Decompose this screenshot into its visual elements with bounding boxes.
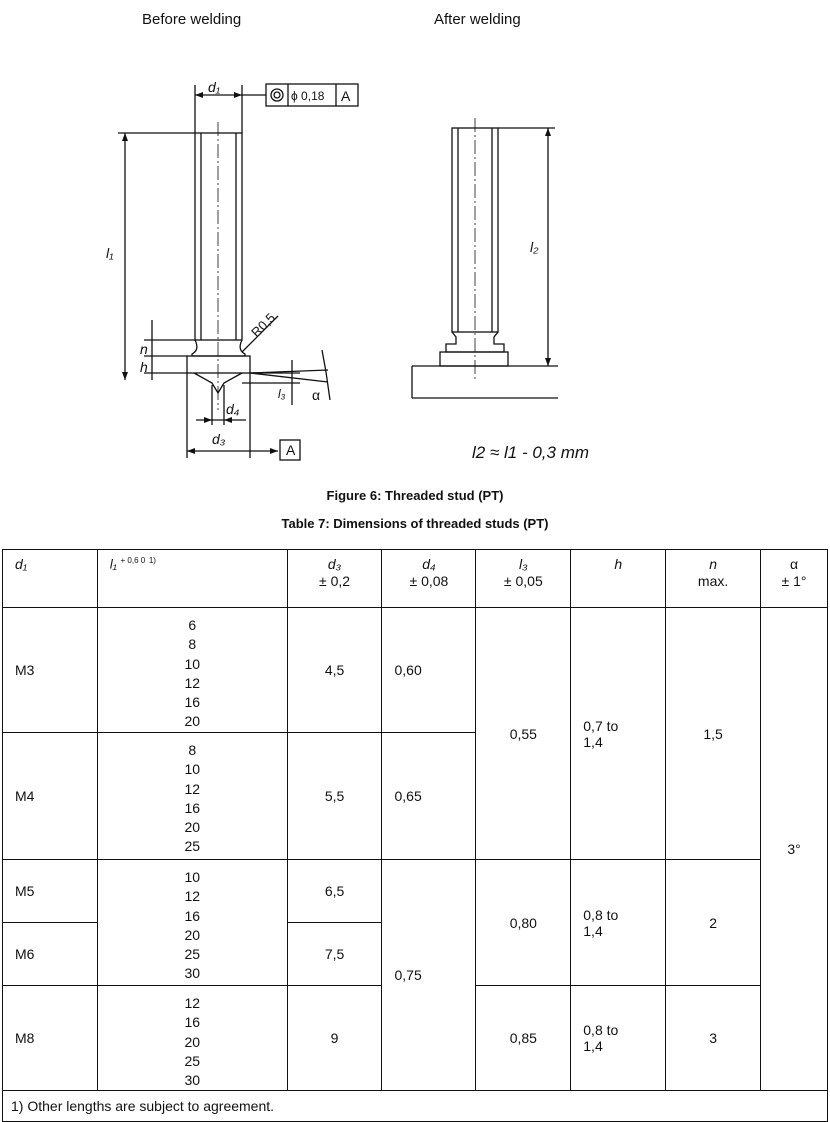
header-l1-tol: + 0,6 0 [120,556,146,565]
l1-dim-label: l₁ [106,245,114,261]
length-value: 25 [184,838,201,855]
footnote: 1) Other lengths are subject to agreement. [3,1091,828,1122]
cell-l3: 0,55 [476,608,571,860]
header-alpha: α [789,556,799,572]
cell-l1-list [97,860,287,986]
cell-d1: M6 [3,923,98,986]
length-value: 20 [184,713,201,730]
footnote-row [3,1091,828,1122]
cell-d1: M5 [3,860,98,923]
length-value: 10 [184,655,201,672]
length-formula: l2 ≈ l1 - 0,3 mm [472,443,590,462]
cell-l3: 0,85 [476,986,571,1091]
dimensions-table [2,549,828,1122]
n-dim-label: n [140,341,148,357]
length-value: 20 [184,1033,201,1050]
after-welding-label: After welding [434,11,521,28]
header-d4: d₄ [422,556,436,572]
table-header-row [3,550,828,608]
d1-dim-label: d₁ [208,79,221,95]
datum-label: A [286,442,296,458]
header-h: h [614,556,623,572]
stud-shank [195,133,242,340]
header-n: n [709,556,717,572]
cell-d3: 9 [287,986,382,1091]
figure-caption: Figure 6: Threaded stud (PT) [326,488,504,503]
length-value: 12 [184,995,201,1011]
header-l1-note: 1) [148,556,156,565]
length-value: 12 [184,674,201,691]
stud-drawing [0,0,830,480]
header-d4-tol: ± 0,08 [409,573,449,589]
length-value: 30 [184,1072,201,1089]
before-welding-label: Before welding [142,11,242,28]
cell-n: 1,5 [666,608,761,860]
length-value: 16 [184,907,201,924]
l3-dim-label: l₃ [278,387,286,401]
length-value: 6 [188,617,197,633]
length-value: 10 [184,869,201,885]
length-value: 20 [184,926,201,943]
header-l3-tol: ± 0,05 [503,573,543,589]
cell-alpha: 3° [761,608,828,1091]
l2-dim-label: l₂ [530,239,539,255]
tolerance-value: ϕ 0,18 [291,89,325,103]
header-l3: l₃ [518,556,528,572]
header-d3: d₃ [327,556,342,572]
cell-d3: 4,5 [287,608,382,733]
cell-h: 0,8 to 1,4 [571,860,666,986]
length-value: 16 [184,1014,201,1031]
header-alpha-tol: ± 1° [781,573,807,589]
length-value: 25 [184,946,201,963]
cell-d4: 0,75 [382,860,476,1091]
d3-dim-label: d₃ [212,431,226,447]
cell-d3: 5,5 [287,733,382,860]
length-value: 12 [184,888,201,905]
cell-h: 0,8 to 1,4 [571,986,666,1091]
header-l1: l₁ [109,556,117,572]
tolerance-datum: A [341,88,351,104]
length-value: 16 [184,694,201,711]
header-n-tol: max. [697,573,729,589]
cell-l3: 0,80 [476,860,571,986]
table-row [3,860,828,923]
cell-l1-list [97,608,287,733]
cell-d4: 0,65 [382,733,476,860]
length-value: 16 [184,799,201,816]
cell-d3: 6,5 [287,860,382,923]
r05-label: R0,5 [248,309,279,341]
cell-h: 0,7 to 1,4 [571,608,666,860]
cell-l1-list [97,733,287,860]
cell-d1: M4 [3,733,98,860]
header-d3-tol: ± 0,2 [319,573,351,589]
length-value: 30 [184,965,201,982]
cell-d3: 7,5 [287,923,382,986]
length-value: 8 [188,636,197,653]
length-value: 10 [184,761,201,778]
length-value: 8 [188,742,197,758]
length-value: 25 [184,1052,201,1069]
stud-flange [187,356,250,373]
cell-n: 2 [666,860,761,986]
table-row [3,608,828,733]
length-value: 12 [184,780,201,797]
table-caption: Table 7: Dimensions of threaded studs (PT) [281,516,549,531]
header-d1: d₁ [15,556,28,572]
length-value: 20 [184,819,201,836]
cell-n: 3 [666,986,761,1091]
alpha-dim-label: α [312,387,321,403]
h-dim-label: h [140,359,148,375]
cell-d1: M8 [3,986,98,1091]
cell-d4: 0,60 [382,608,476,733]
cell-d1: M3 [3,608,98,733]
d4-dim-label: d₄ [226,401,240,417]
cell-l1-list [97,986,287,1091]
